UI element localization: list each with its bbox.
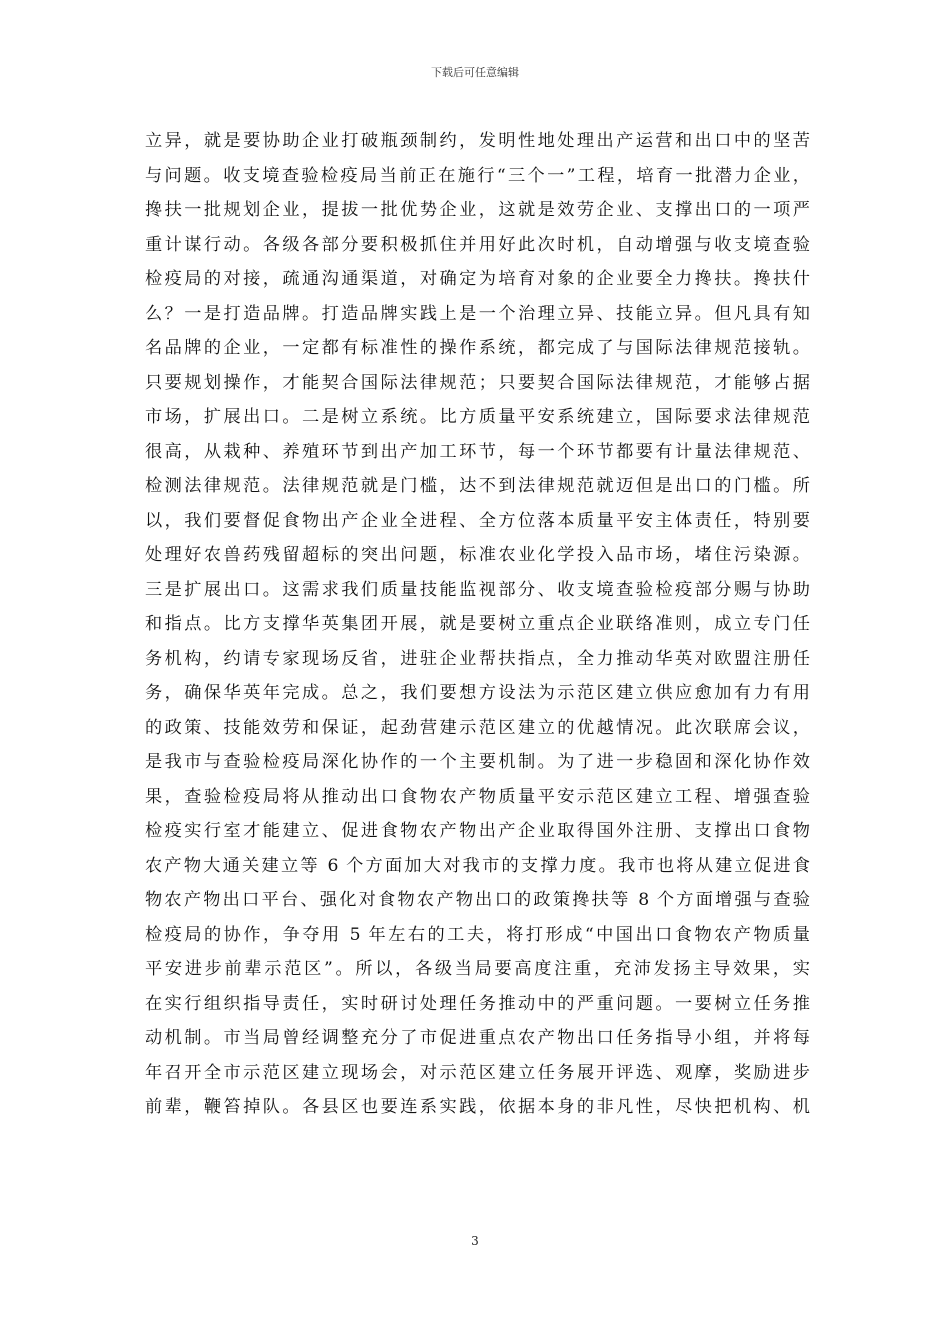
body-line: 动机制。市当局曾经调整充分了市促进重点农产物出口任务指导小组，并将每: [145, 1028, 810, 1048]
body-line: 名品牌的企业，一定都有标准性的操作系统，都完成了与国际法律规范接轨。: [145, 338, 810, 358]
body-line: 和指点。比方支撑华英集团开展，就是要树立重点企业联络准则，成立专门任: [145, 614, 810, 634]
body-line: 平安进步前辈示范区”。所以，各级当局要高度注重，充沛发扬主导效果，实: [145, 959, 810, 979]
body-line: 很高，从栽种、养殖环节到出产加工环节，每一个环节都要有计量法律规范、: [145, 441, 810, 462]
body-line: 么？一是打造品牌。打造品牌实践上是一个治理立异、技能立异。但凡具有知: [145, 303, 810, 324]
body-line: 果，查验检疫局将从推动出口食物农产物质量平安示范区建立工程、增强查验: [145, 786, 810, 807]
body-line: 检疫实行室才能建立、促进食物农产物出产企业取得国外注册、支撑出口食物: [145, 821, 810, 841]
page-number: 3: [471, 1234, 479, 1248]
body-line: 市场，扩展出口。二是树立系统。比方质量平安系统建立，国际要求法律规范: [145, 407, 810, 427]
body-line: 在实行组织指导责任，实时研讨处理任务推动中的严重问题。一要树立任务推: [145, 993, 810, 1014]
body-line: 与问题。收支境查验检疫局当前正在施行“三个一”工程，培育一批潜力企业，: [145, 165, 810, 186]
body-line: 三是扩展出口。这需求我们质量技能监视部分、收支境查验检疫部分赐与协助: [145, 579, 810, 600]
body-line: 务，确保华英年完成。总之，我们要想方设法为示范区建立供应愈加有力有用: [145, 683, 810, 703]
body-text: [145, 124, 810, 1125]
body-line: 重计谋行动。各级各部分要积极抓住并用好此次时机，自动增强与收支境查验: [145, 234, 810, 255]
body-line: 的政策、技能效劳和保证，起劲营建示范区建立的优越情况。此次联席会议，: [145, 717, 810, 738]
body-line: 只要规划操作，才能契合国际法律规范；只要契合国际法律规范，才能够占据: [145, 372, 810, 393]
body-line: 年召开全市示范区建立现场会，对示范区建立任务展开评选、观摩，奖励进步: [145, 1062, 810, 1083]
body-line: 务机构，约请专家现场反省，进驻企业帮扶指点，全力推动华英对欧盟注册任: [145, 648, 810, 669]
body-line: 前辈，鞭笞掉队。各县区也要连系实践，依据本身的非凡性，尽快把机构、机: [145, 1097, 810, 1117]
body-line: 农产物大通关建立等 6 个方面加大对我市的支撑力度。我市也将从建立促进食: [145, 855, 810, 876]
body-line: 检测法律规范。法律规范就是门槛，达不到法律规范就迈但是出口的门槛。所: [145, 476, 810, 496]
body-line: 是我市与查验检疫局深化协作的一个主要机制。为了进一步稳固和深化协作效: [145, 752, 810, 772]
body-line: 处理好农兽药残留超标的突出问题，标准农业化学投入品市场，堵住污染源。: [145, 545, 810, 565]
body-line: 以，我们要督促食物出产企业全进程、全方位落本质量平安主体责任，特别要: [145, 510, 810, 531]
page-header: 下载后可任意编辑: [431, 66, 519, 79]
body-line: 检疫局的对接，疏通沟通渠道，对确定为培育对象的企业要全力搀扶。搀扶什: [145, 269, 810, 289]
body-line: 立异，就是要协助企业打破瓶颈制约，发明性地处理出产运营和出口中的坚苦: [145, 131, 810, 151]
body-line: 检疫局的协作，争夺用 5 年左右的工夫，将打形成“中国出口食物农产物质量: [145, 924, 810, 945]
body-line: 物农产物出口平台、强化对食物农产物出口的政策搀扶等 8 个方面增强与查验: [145, 890, 810, 910]
body-line: 搀扶一批规划企业，提拔一批优势企业，这就是效劳企业、支撑出口的一项严: [145, 200, 810, 220]
